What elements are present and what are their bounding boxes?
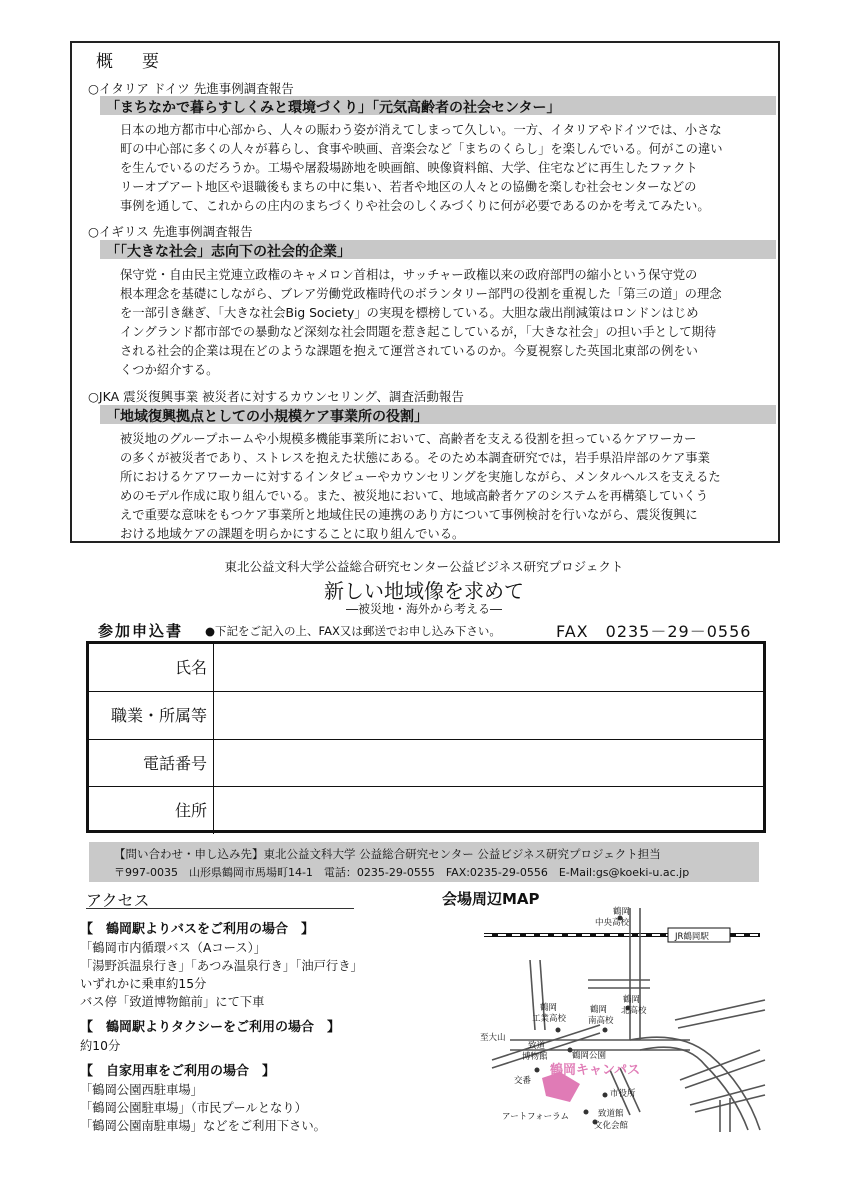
body-line: 保守党・自由民主党連立政権のキャメロン首相は，サッチャー政権以来の政府部門の縮小という保守党の	[120, 268, 698, 282]
body-line: の多くが被災者であり、ストレスを抱えた状態にある。そのため本調査研究では，岩手県沿岸部のケア事業	[120, 451, 710, 466]
map-label-chido: 致道	[528, 1041, 546, 1051]
body-line: 事例を通して、これからの庄内のまちづくりや社会のしくみづくりに何が必要であるのかを考えてみたい。	[120, 199, 710, 214]
section-caption-jka: ○JKA 震災復興事業 被災者に対するカウンセリング、調査活動報告	[88, 389, 464, 404]
section-body-italy-germany	[120, 121, 768, 216]
marker-icon	[584, 1110, 589, 1115]
contact-details: 〒997-0035 山形県鶴岡市馬場町14-1 電話：0235-29-0555 FAX:0235-29-0556 E-Mail:gs@koeki-u.ac.jp	[114, 866, 690, 879]
venue-map	[480, 900, 770, 1140]
access-bus-title: 【 鶴岡駅よりバスをご利用の場合 】	[80, 922, 315, 937]
body-line: 根本理念を基礎にしながら、ブレア労働党政権時代のボランタリー部門の役割を重視した「第三の道」の理念	[120, 287, 722, 302]
marker-icon	[535, 1068, 540, 1073]
marker-icon	[603, 1093, 608, 1098]
body-line: 日本の地方都市中心部から、人々の賑わう姿が消えてしまって久しい。一方、イタリアやドイツでは、小さな	[120, 123, 722, 137]
section-title: 「まちなかで暮らすしくみと環境づくり」「元気高齢者の社会センター」	[106, 100, 561, 116]
section-title-band-italy-germany	[100, 96, 776, 115]
form-row-phone	[89, 740, 763, 787]
event-subtitle: ―被災地・海外から考える―	[345, 602, 502, 616]
form-row-address	[89, 787, 763, 834]
section-caption-uk: ○イギリス 先進事例調査報告	[88, 224, 253, 239]
body-line: 被災地のグループホームや小規模多機能事業所において、高齢者を支える役割を担っているケアワーカー	[120, 432, 697, 446]
phone-field[interactable]	[213, 740, 763, 787]
body-line: めのモデル作成に取り組んでいる。また、被災地において、地域高齢者ケアのシステムを再構築していくう	[120, 489, 709, 504]
fax-number: FAX 0235－29－0556	[556, 622, 752, 641]
body-line: おける地域ケアの課題を明らかにすることに取り組んでいる。	[120, 527, 465, 542]
map-label-chuo: 中央高校	[595, 918, 630, 928]
form-row-occupation	[89, 692, 763, 739]
access-underline	[86, 908, 354, 909]
section-title-band-jka	[100, 405, 776, 424]
map-label-chido: 博物館	[522, 1052, 548, 1062]
campus-label: 鶴岡キャンパス	[550, 1063, 641, 1078]
name-field[interactable]	[213, 644, 763, 691]
access-line: 「鶴岡公園駐車場」（市民プールとなり）	[80, 1101, 307, 1115]
body-line: イングランド都市部での暴動など深刻な社会問題を惹き起こしているが，「大きな社会」の担い手として期待	[120, 325, 717, 340]
application-form-label: 参加申込書	[98, 622, 184, 640]
field-label-address: 住所	[174, 801, 207, 820]
contact-heading: 【問い合わせ・申し込み先】東北公益文科大学 公益総合研究センター 公益ビジネス研究プロジェクト担当	[114, 847, 661, 861]
access-car-title: 【 自家用車をご利用の場合 】	[80, 1064, 276, 1079]
body-line: くつか紹介する。	[120, 363, 219, 378]
section-title: 「「大きな社会」志向下の社会的企業」	[106, 244, 351, 260]
station-label: JR鶴岡駅	[675, 932, 709, 942]
field-label-phone: 電話番号	[142, 754, 207, 773]
body-line: される社会的企業は現在どのような課題を抱えて運営されているのか。今夏視察した英国北東部の例をい	[120, 344, 698, 359]
field-label-occupation: 職業・所属等	[110, 706, 207, 725]
access-line: 「湯野浜温泉行き」「あつみ温泉行き」「油戸行き」	[80, 959, 363, 973]
map-label-kogyo: 鶴岡	[540, 1003, 558, 1013]
access-line: 「鶴岡公園南駐車場」などをご利用下さい。	[80, 1119, 326, 1133]
form-instruction: ●下記をご記入の上、FAX又は郵送でお申し込み下さい。	[205, 624, 501, 638]
map-label-koban: 交番	[514, 1076, 532, 1086]
map-label-bunka: 致道館	[598, 1109, 624, 1119]
map-label-chuo: 鶴岡	[613, 907, 631, 917]
field-label-name: 氏名	[174, 658, 207, 677]
form-row-name	[89, 644, 763, 691]
access-line: バス停「致道博物館前」にて下車	[80, 995, 265, 1009]
body-line: を生んでいるのだろうか。工場や屠殺場跡地を映画館、映像資料館、大学、住宅などに再生したファクト	[120, 161, 698, 176]
body-line: 町の中心部に多くの人々が暮らし、食事や映画、音楽会など「まちのくらし」を楽しんでいる。何がこの違い	[120, 142, 723, 157]
section-body-uk	[120, 266, 768, 381]
marker-icon	[603, 1028, 608, 1033]
access-line: いずれかに乗車約15分	[80, 977, 207, 991]
body-line: えで重要な意味をもつケア事業所と地域住民の連携のあり方について事例検討を行いながら、震災復興に	[120, 508, 698, 523]
application-form-table	[86, 641, 766, 833]
map-label-kita: 鶴岡	[623, 995, 641, 1005]
overview-title: 概 要	[96, 52, 165, 72]
access-line: 約10分	[80, 1039, 121, 1053]
map-label-artforum: アートフォーラム	[502, 1112, 569, 1122]
section-title-band-uk	[100, 240, 776, 259]
section-body-jka	[120, 430, 768, 545]
marker-icon	[556, 1028, 561, 1033]
section-title: 「地域復興拠点としての小規模ケア事業所の役割」	[106, 409, 428, 425]
map-label-minami: 南高校	[588, 1016, 614, 1026]
map-label-cityhall: 市役所	[610, 1089, 636, 1099]
map-heading: 会場周辺MAP	[442, 890, 540, 908]
organizer-line: 東北公益文科大学公益総合研究センター公益ビジネス研究プロジェクト	[224, 559, 624, 574]
map-label-bunka: 文化会館	[594, 1121, 629, 1131]
map-label-kita: 北高校	[621, 1006, 647, 1016]
occupation-field[interactable]	[213, 692, 763, 739]
map-label-park: 鶴岡公園	[572, 1051, 607, 1061]
body-line: 所におけるケアワーカーに対するインタビューやカウンセリングを実施しながら、メンタルヘルスを支えるた	[120, 470, 721, 485]
body-line: リーオブアート地区や退職後もまちの中に集い、若者や地区の人々との協働を楽しむ社会センターなどの	[120, 180, 697, 195]
event-title: 新しい地域像を求めて	[324, 579, 524, 603]
section-caption-italy-germany: ○イタリア ドイツ 先進事例調査報告	[88, 81, 294, 96]
map-label-kogyo: 工業高校	[532, 1014, 567, 1024]
map-label-minami: 鶴岡	[590, 1005, 608, 1015]
access-taxi-title: 【 鶴岡駅よりタクシーをご利用の場合 】	[80, 1020, 341, 1035]
address-field[interactable]	[213, 787, 763, 834]
access-heading: アクセス	[86, 891, 150, 910]
access-line: 「鶴岡公園西駐車場」	[80, 1083, 203, 1097]
access-line: 「鶴岡市内循環バス（Aコース）」	[80, 941, 267, 955]
body-line: を一部引き継ぎ、「大きな社会Big Society」の実現を標榜している。大胆な歳出削減策はロンドンはじめ	[120, 306, 699, 321]
map-label-oyama: 至大山	[480, 1033, 506, 1043]
